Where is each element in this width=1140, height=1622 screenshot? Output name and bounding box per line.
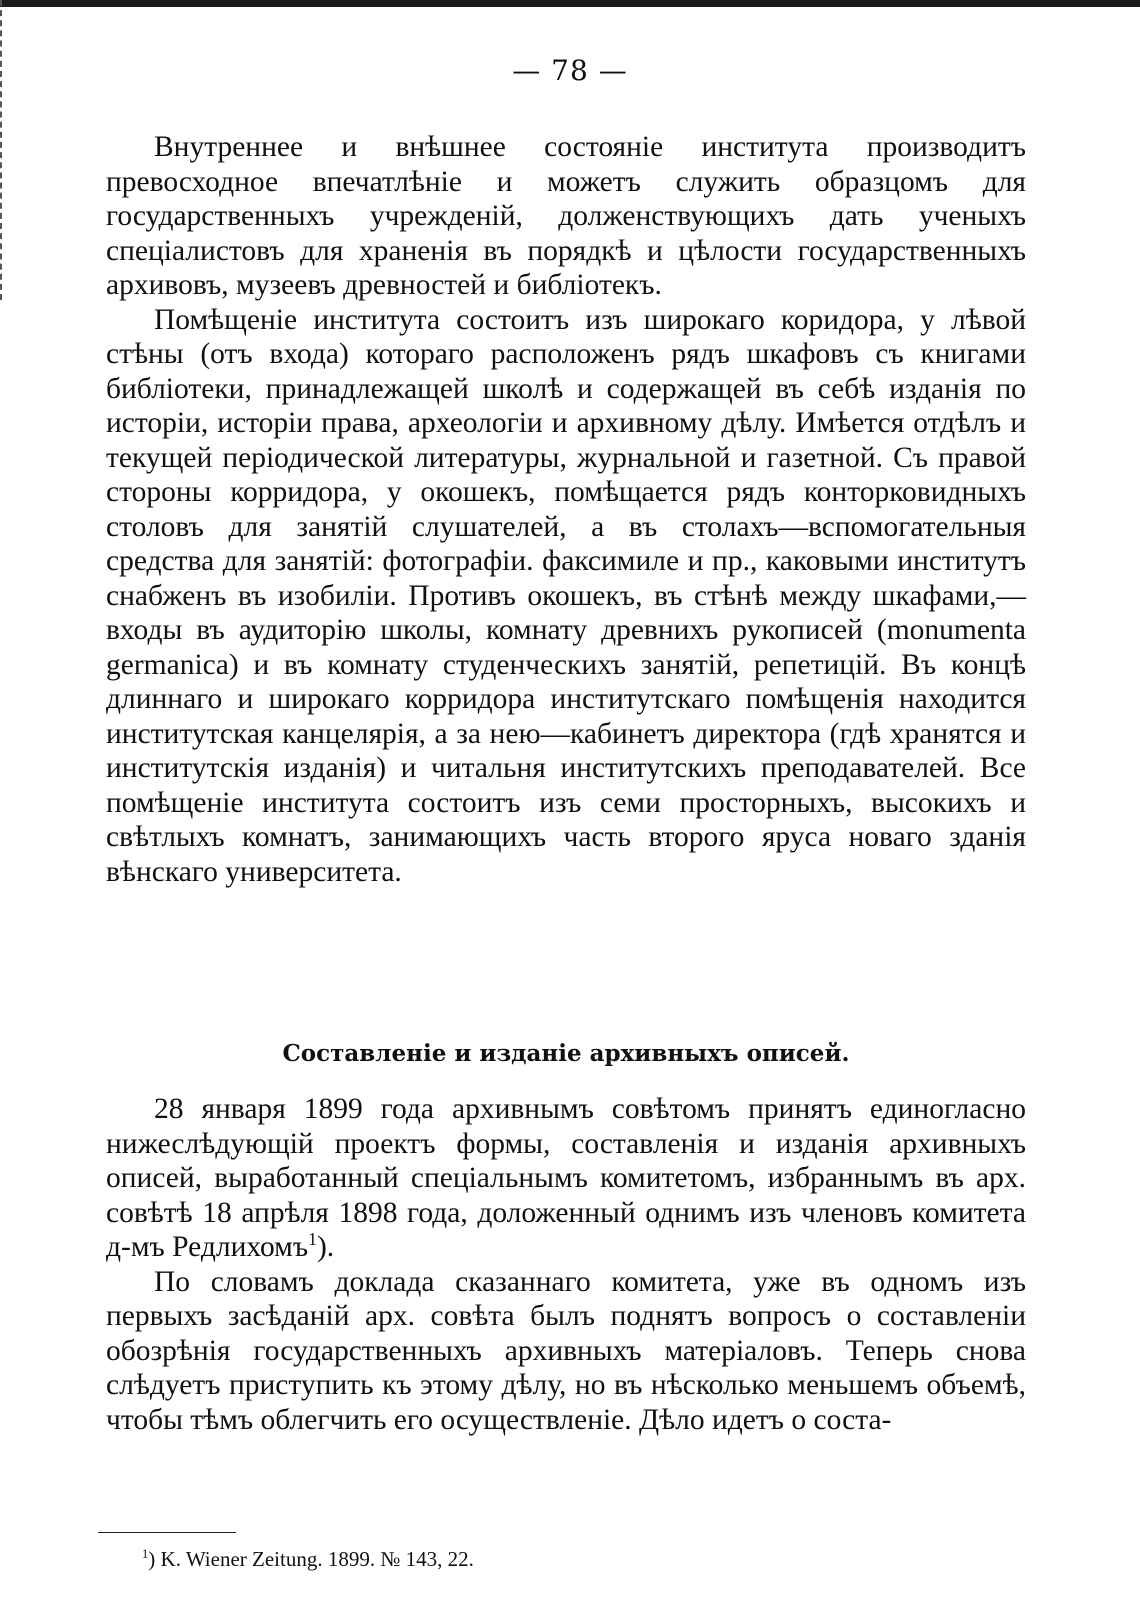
paragraph: Помѣщеніе института состоитъ изъ широкаго коридора, у лѣвой стѣны (отъ входа) котораго расположенъ рядъ шкафовъ съ книгами библіотеки, принадлежащей школѣ и содержащей въ себѣ изданія по исторіи, исторіи права, археологіи и архивному дѣлу. Имѣется отдѣлъ и текущей періодической литературы, журнальной и газетной. Съ правой стороны корридора, у окошекъ, помѣщается рядъ конторковидныхъ столовъ для занятій слушателей, а въ столахъ—вспомогательныя средства для занятій: фотографіи. факсимиле и пр., каковыми институтъ снабженъ въ изобиліи. Противъ окошекъ, въ стѣнѣ между шкафами,—входы въ аудиторію школы, комнату древнихъ рукописей (monumenta germanica) и въ комнату студенческихъ занятій, репетицій. Въ концѣ длиннаго и широкаго корридора институтскаго помѣщенія находится институтская канцелярія, а за нею—кабинетъ директора (гдѣ хранятся и институтскія изданія) и читальня институтскихъ преподавателей. Все помѣщеніе института состоитъ изъ семи просторныхъ, высокихъ и свѣтлыхъ комнатъ, занимающихъ часть второго яруса новаго зданія вѣнскаго университета. bbox=[106, 303, 1026, 888]
footnote-mark: 1 bbox=[142, 1547, 149, 1561]
paragraph: Внутреннее и внѣшнее состояніе института производитъ превосходное впечатлѣніе и можетъ служить образцомъ для государственныхъ учрежденій, долженствующихъ дать ученыхъ спеціалистовъ для храненія въ порядкѣ и цѣлости государственныхъ архивовъ, музеевъ древностей и библіотекъ. bbox=[106, 131, 1026, 301]
paragraph-text: 28 января 1899 года архивнымъ совѣтомъ принятъ единогласно нижеслѣдующій проектъ формы, составленія и изданія архивныхъ описей, выработанный спеціальнымъ комитетомъ, избраннымъ въ арх. совѣтѣ 18 апрѣля 1898 года, доложенный однимъ изъ членовъ комитета д-мъ Редлихомъ bbox=[106, 1093, 1026, 1263]
paragraph bbox=[106, 1092, 1026, 1265]
section-2-text bbox=[106, 1092, 1026, 1437]
footnote-text: ) K. Wiener Zeitung. 1899. № 143, 22. bbox=[148, 1547, 474, 1571]
page-number: — 78 — bbox=[512, 54, 628, 87]
scan-left-edge bbox=[0, 0, 5, 300]
footnote bbox=[142, 1547, 474, 1572]
section-1-text bbox=[106, 130, 1026, 889]
section-heading: Составленіе и изданіе архивныхъ описей. bbox=[282, 1040, 850, 1067]
paragraph-text-end: ). bbox=[316, 1231, 335, 1263]
paragraph: По словамъ доклада сказаннаго комитета, уже въ одномъ изъ первыхъ засѣданій арх. совѣта былъ поднятъ вопросъ о составленіи обозрѣнія государственныхъ архивныхъ матеріаловъ. Теперь снова слѣдуетъ приступить къ этому дѣлу, но въ нѣсколько меньшемъ объемѣ, чтобы тѣмъ облегчить его осуществленіе. Дѣло идетъ о соста- bbox=[106, 1265, 1026, 1436]
footnote-divider bbox=[98, 1532, 236, 1533]
scan-top-edge bbox=[0, 0, 1140, 7]
footnote-reference[interactable]: 1 bbox=[308, 1229, 317, 1250]
